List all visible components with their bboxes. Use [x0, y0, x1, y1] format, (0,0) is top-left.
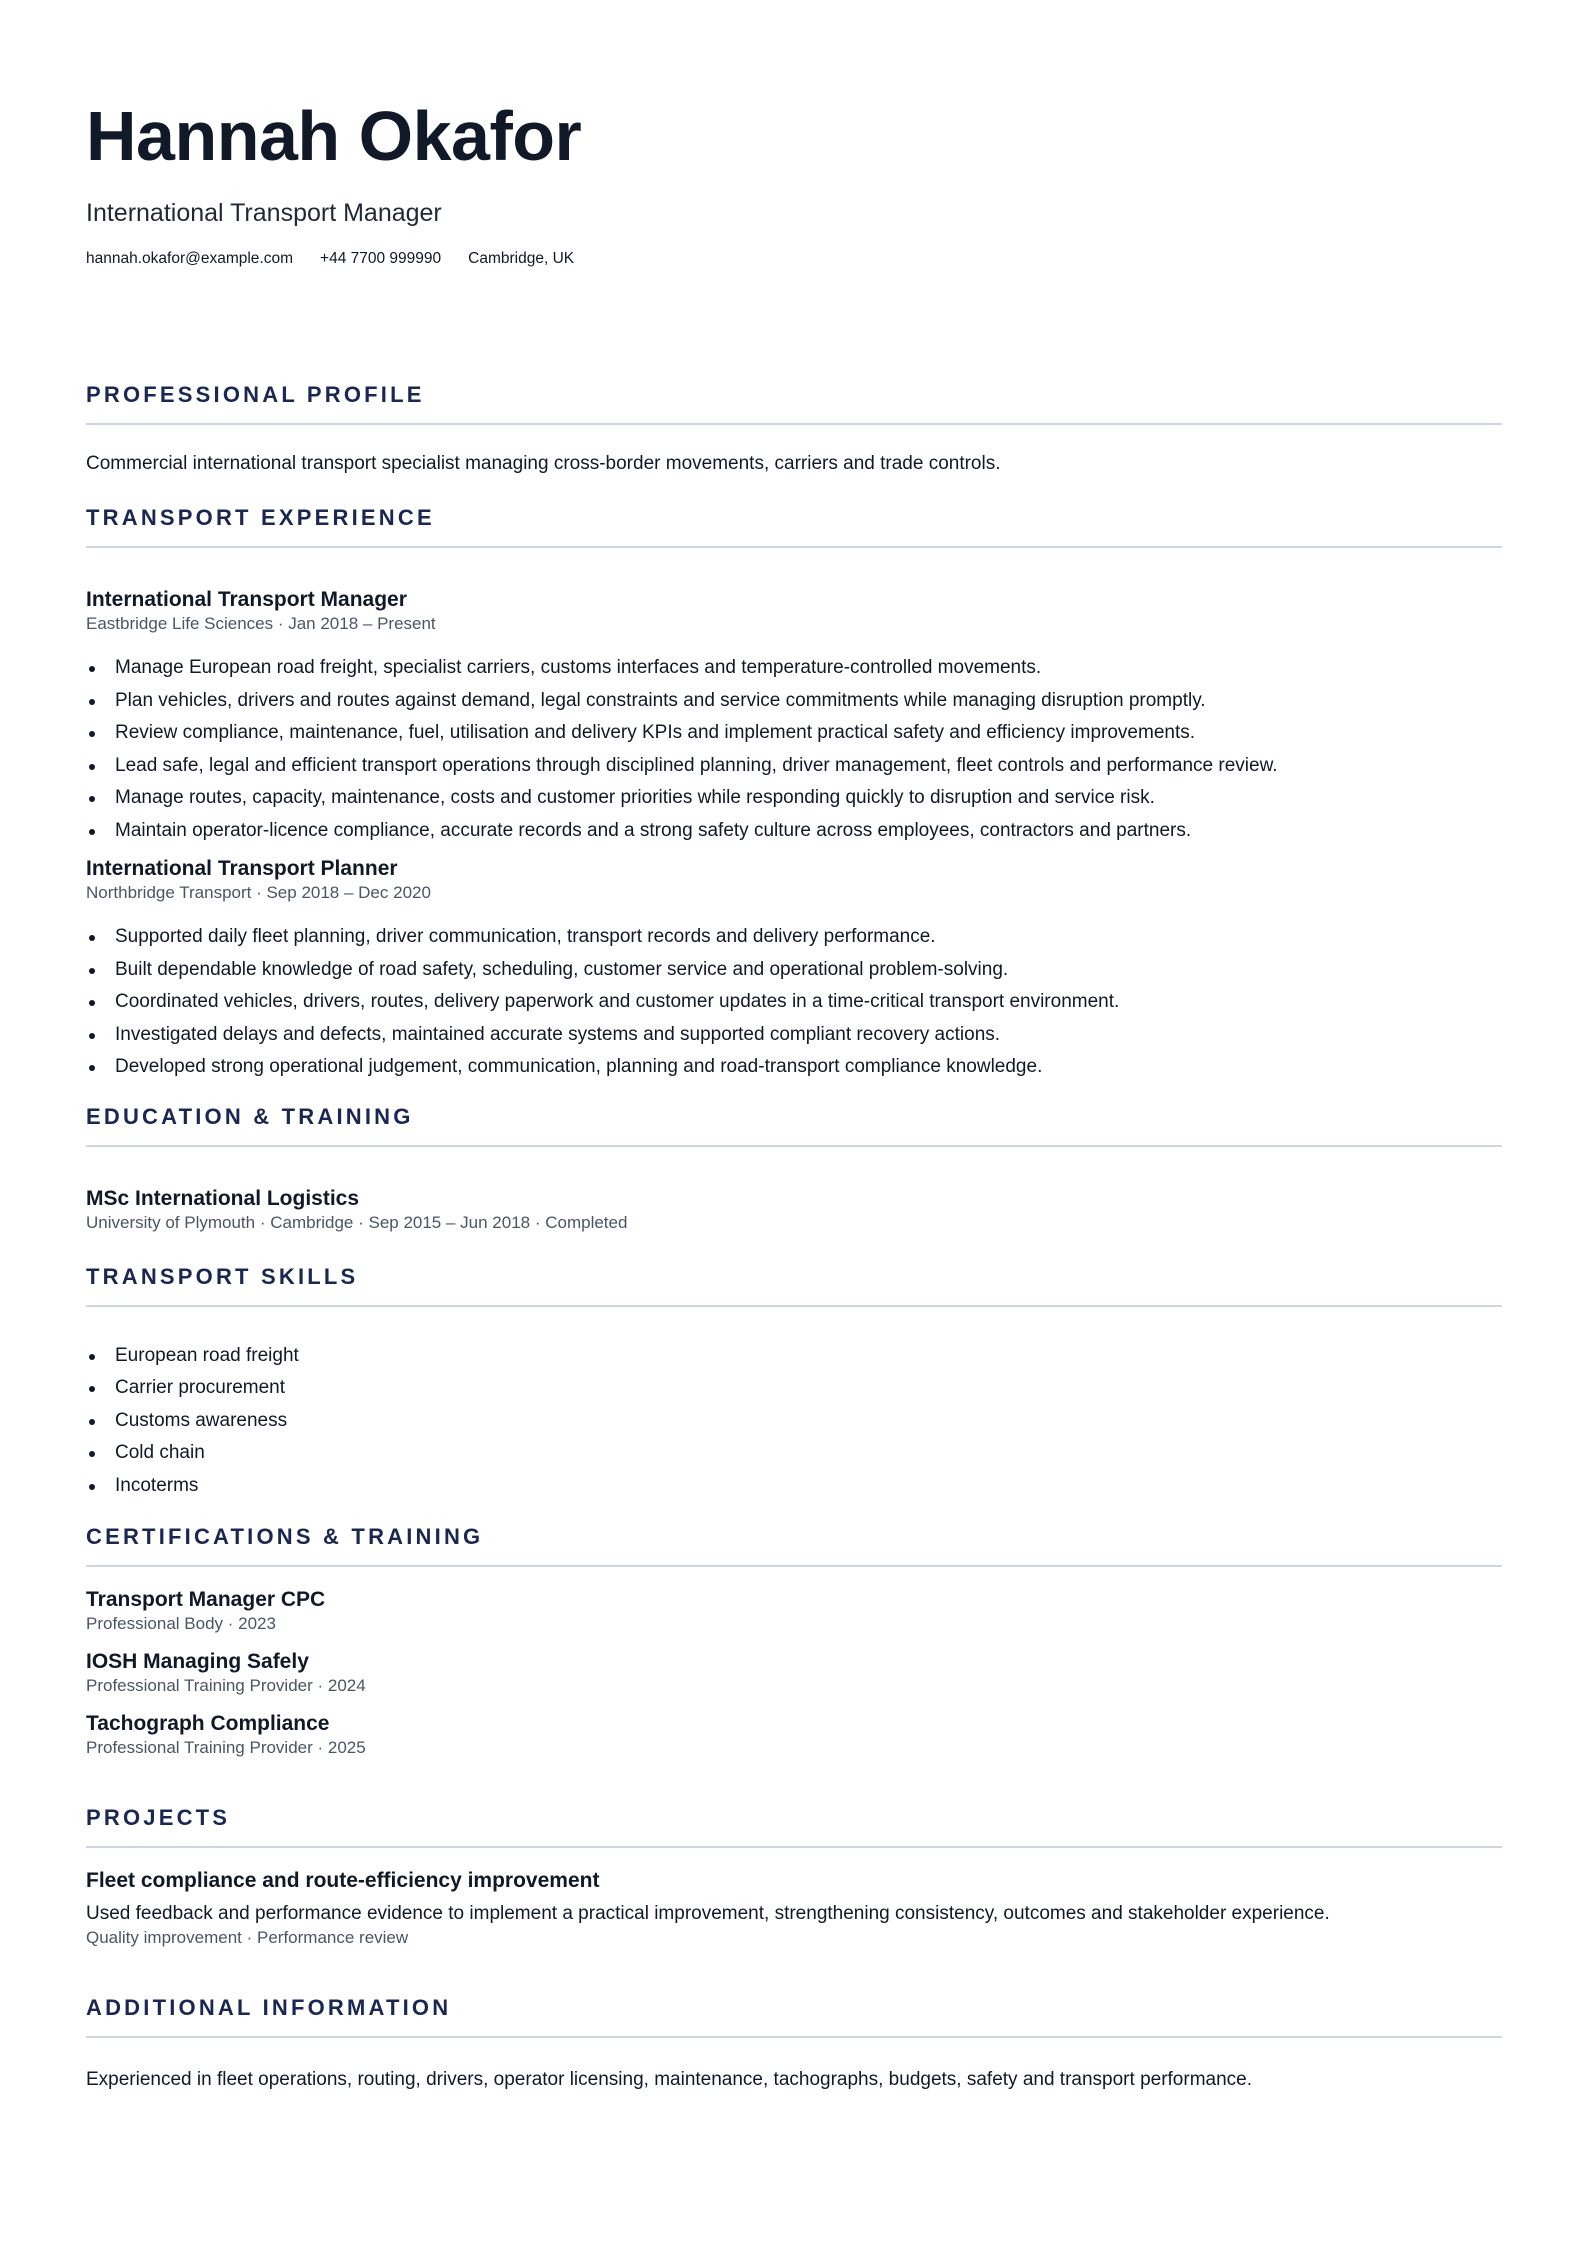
section-title-profile: PROFESSIONAL PROFILE — [86, 382, 425, 407]
section-title-certifications: CERTIFICATIONS & TRAINING — [86, 1524, 484, 1549]
list-item: Developed strong operational judgement, communication, planning and road-transport compliance knowledge. — [86, 1051, 1502, 1084]
list-item: Lead safe, legal and efficient transport operations through disciplined planning, driver management, fleet controls and performance review. — [86, 750, 1502, 783]
certification-meta: Professional Training Provider · 2024 — [86, 1676, 366, 1695]
certification-name: Tachograph Compliance — [86, 1712, 330, 1735]
section-divider — [86, 1565, 1502, 1567]
section-profile — [86, 381, 1502, 477]
contact-location: Cambridge, UK — [468, 250, 575, 267]
section-title-skills: TRANSPORT SKILLS — [86, 1263, 359, 1289]
skill-item: Customs awareness — [86, 1405, 1502, 1438]
list-item: Manage routes, capacity, maintenance, costs and customer priorities while responding quickly to disruption and service risk. — [86, 782, 1502, 815]
list-item: Investigated delays and defects, maintained accurate systems and supported compliant recovery actions. — [86, 1019, 1502, 1052]
certification-meta: Professional Training Provider · 2025 — [86, 1738, 366, 1757]
section-additional — [86, 1994, 1502, 2093]
job-entry — [86, 856, 1502, 1084]
section-divider — [86, 423, 1502, 425]
list-item: Built dependable knowledge of road safety, scheduling, customer service and operational problem-solving. — [86, 954, 1502, 987]
certification-meta: Professional Body · 2023 — [86, 1614, 276, 1633]
certification-name: Transport Manager CPC — [86, 1588, 326, 1611]
section-skills — [86, 1263, 1502, 1503]
job-meta: Eastbridge Life Sciences · Jan 2018 – Present — [86, 614, 436, 633]
contact-line — [86, 248, 1502, 270]
profile-text: Commercial international transport specialist managing cross-border movements, carriers and trade controls. — [86, 453, 1001, 474]
section-certifications — [86, 1523, 1502, 1759]
certification-entry — [86, 1711, 1502, 1759]
section-divider — [86, 546, 1502, 548]
additional-text: Experienced in fleet operations, routing, drivers, operator licensing, maintenance, tachographs, budgets, safety and transport performance. — [86, 2069, 1253, 2090]
section-experience — [86, 504, 1502, 1084]
contact-phone: +44 7700 999990 — [320, 250, 442, 267]
job-meta: Northbridge Transport · Sep 2018 – Dec 2020 — [86, 883, 431, 902]
job-title: International Transport Planner — [86, 857, 398, 880]
job-entry — [86, 587, 1502, 847]
education-degree: MSc International Logistics — [86, 1186, 360, 1210]
job-bullets — [86, 921, 1502, 1084]
candidate-headline: International Transport Manager — [86, 199, 442, 227]
education-meta: University of Plymouth · Cambridge · Sep 2015 – Jun 2018 · Completed — [86, 1212, 628, 1232]
section-education — [86, 1103, 1502, 1234]
list-item: Manage European road freight, specialist carriers, customs interfaces and temperature-controlled movements. — [86, 652, 1502, 685]
list-item: Coordinated vehicles, drivers, routes, delivery paperwork and customer updates in a time-critical transport environment. — [86, 986, 1502, 1019]
skills-list — [86, 1340, 1502, 1503]
education-entry — [86, 1186, 1502, 1234]
job-title: International Transport Manager — [86, 588, 407, 611]
project-description: Used feedback and performance evidence to implement a practical improvement, strengthening consistency, outcomes and stakeholder experience. — [86, 1903, 1330, 1924]
certification-entry — [86, 1587, 1502, 1635]
list-item: Plan vehicles, drivers and routes against demand, legal constraints and service commitments while managing disruption promptly. — [86, 685, 1502, 718]
section-title-education: EDUCATION & TRAINING — [86, 1103, 414, 1129]
skill-item: European road freight — [86, 1340, 1502, 1373]
skill-item: Cold chain — [86, 1437, 1502, 1470]
section-divider — [86, 1305, 1502, 1307]
list-item: Supported daily fleet planning, driver communication, transport records and delivery performance. — [86, 921, 1502, 954]
section-divider — [86, 1846, 1502, 1848]
list-item: Review compliance, maintenance, fuel, utilisation and delivery KPIs and implement practical safety and efficiency improvements. — [86, 717, 1502, 750]
skill-item: Incoterms — [86, 1470, 1502, 1503]
section-divider — [86, 2036, 1502, 2038]
job-bullets — [86, 652, 1502, 847]
section-title-projects: PROJECTS — [86, 1805, 231, 1830]
section-projects — [86, 1804, 1502, 1949]
project-name: Fleet compliance and route-efficiency improvement — [86, 1869, 600, 1892]
certification-entry — [86, 1649, 1502, 1697]
section-title-additional: ADDITIONAL INFORMATION — [86, 1995, 452, 2020]
list-item: Maintain operator-licence compliance, accurate records and a strong safety culture across employees, contractors and partners. — [86, 815, 1502, 848]
contact-email: hannah.okafor@example.com — [86, 250, 294, 267]
skill-item: Carrier procurement — [86, 1372, 1502, 1405]
section-title-experience: TRANSPORT EXPERIENCE — [86, 505, 435, 530]
candidate-name: Hannah Okafor — [86, 97, 582, 175]
section-divider — [86, 1145, 1502, 1147]
certification-name: IOSH Managing Safely — [86, 1650, 309, 1673]
project-tags: Quality improvement · Performance review — [86, 1928, 409, 1947]
project-entry — [86, 1868, 1502, 1949]
